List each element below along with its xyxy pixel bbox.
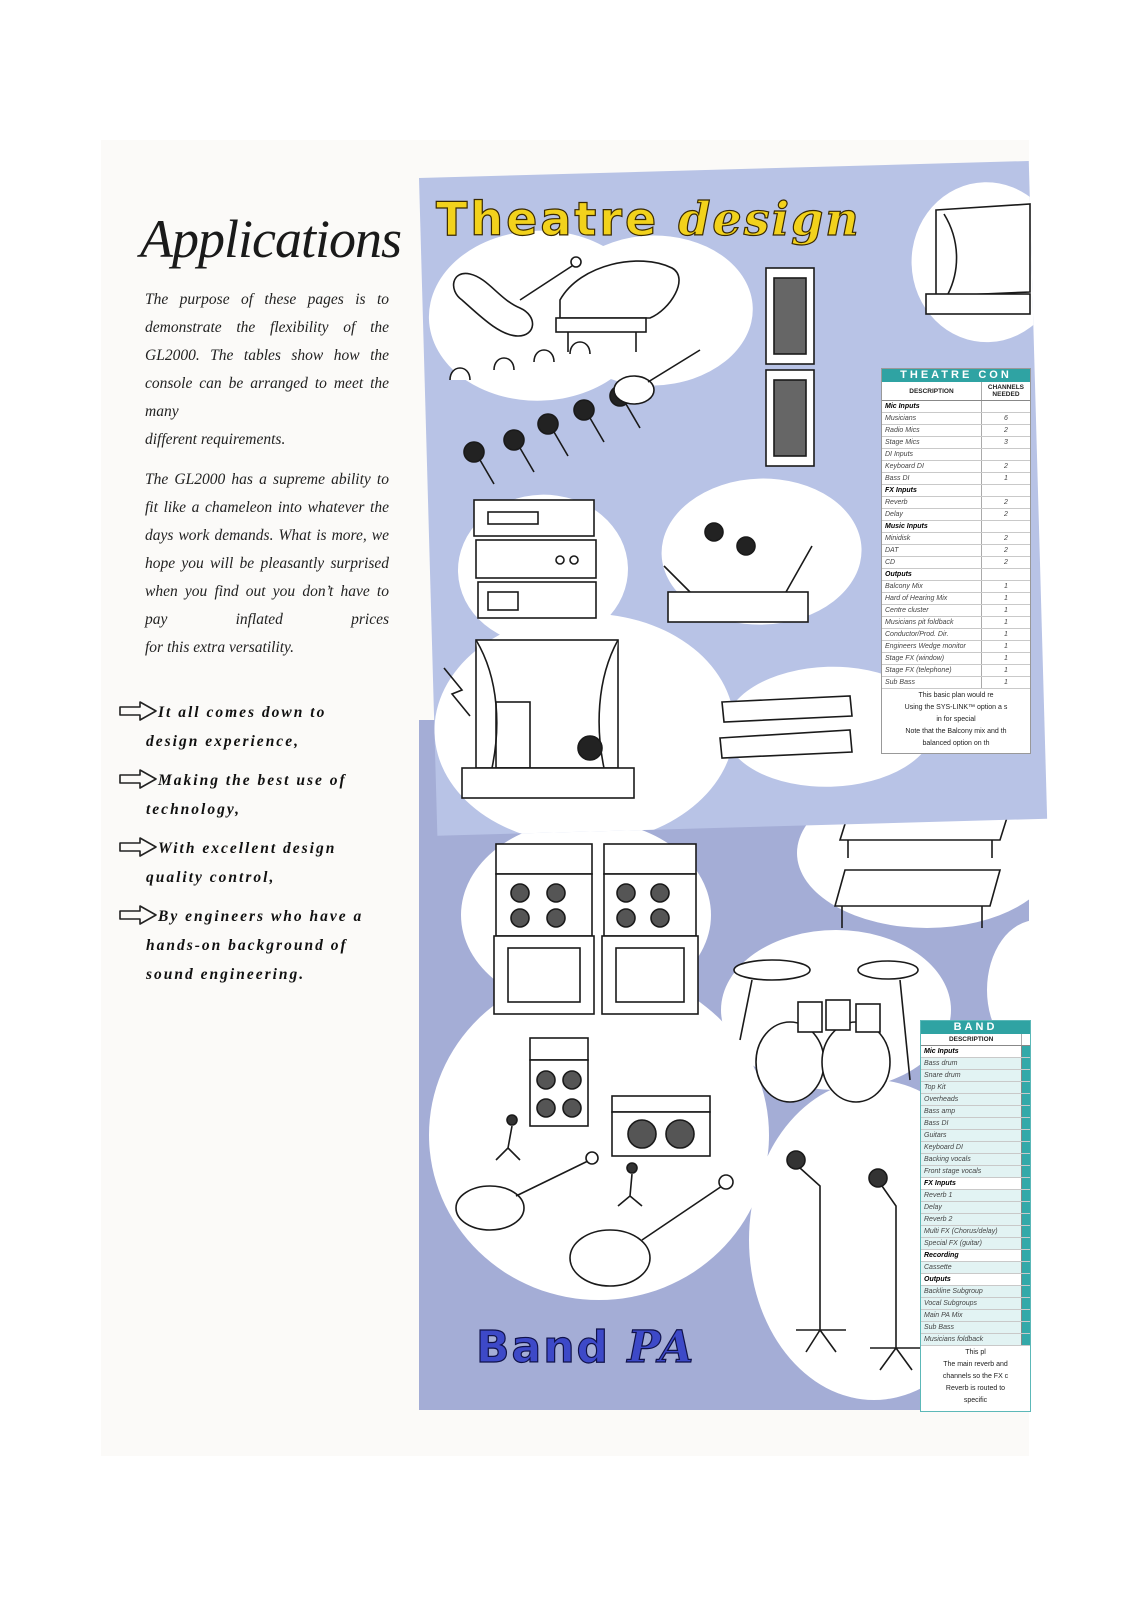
table-cell-channels [1022,1082,1030,1094]
table-cell-description: Overheads [921,1094,1022,1106]
table-cell-description: Keyboard DI [882,461,981,473]
table-cell-channels [1022,1118,1030,1130]
table-cell-channels [1022,1226,1030,1238]
table-cell-channels: 2 [981,497,1030,509]
table-row [921,1106,1030,1118]
table-cell-description: Snare drum [921,1070,1022,1082]
table-row [882,677,1030,689]
band-title-plain: Band [476,1322,611,1373]
table-cell-description: Cassette [921,1262,1022,1274]
table-row [921,1130,1030,1142]
table-cell-channels: 2 [981,545,1030,557]
bullet-rest: hands-on background of sound engineering. [146,937,348,983]
table-row [882,461,1030,473]
table-cell-description: Multi FX (Chorus/delay) [921,1226,1022,1238]
intro-line: different requirements. [145,431,286,448]
table-cell-channels: 1 [981,665,1030,677]
table-cell-channels: 1 [981,653,1030,665]
table-row [921,1070,1030,1082]
table-row [921,1142,1030,1154]
stage-curtain-icon [926,204,1030,314]
table-cell-description: DI Inputs [882,449,981,461]
table-cell-description: Stage FX (window) [882,653,981,665]
theatre-title-italic: design [678,192,861,246]
theatre-table-body [882,401,1030,689]
table-cell-channels: 2 [981,461,1030,473]
table-note-line: The main reverb and [943,1361,1008,1368]
bullet-rest: technology, [146,801,242,818]
table-section-label: FX Inputs [921,1178,1022,1190]
table-section-label: Outputs [882,569,981,581]
table-note-line: This basic plan would re [918,692,994,699]
table-cell-channels [1022,1202,1030,1214]
table-cell-description: Guitars [921,1130,1022,1142]
table-row [921,1046,1030,1058]
table-row [882,425,1030,437]
table-row [921,1322,1030,1334]
table-cell-description: Reverb 1 [921,1190,1022,1202]
table-cell-channels [1022,1142,1030,1154]
table-cell-channels [1022,1058,1030,1070]
table-note-line: specific [963,1397,988,1404]
piano-icon [556,261,679,352]
table-cell-channels: 1 [981,641,1030,653]
table-cell-description: Bass DI [882,473,981,485]
table-note-line: channels so the FX c [942,1373,1009,1380]
table-cell-channels [981,485,1030,497]
table-row [882,437,1030,449]
description-column-header: DESCRIPTION [882,382,981,401]
table-section-label: Recording [921,1250,1022,1262]
table-cell-description: Balcony Mix [882,581,981,593]
table-cell-channels: 1 [981,581,1030,593]
table-cell-channels: 1 [981,629,1030,641]
table-cell-description: Delay [882,509,981,521]
table-row [921,1286,1030,1298]
table-section-label: FX Inputs [882,485,981,497]
theatre-table-header: THEATRE CON [882,369,1030,382]
table-note-line: Using the SYS-LINK™ option a s [904,704,1008,711]
table-cell-description: Delay [921,1202,1022,1214]
table-row [921,1166,1030,1178]
table-cell-description: Reverb 2 [921,1214,1022,1226]
table-cell-description: DAT [882,545,981,557]
table-cell-description: Hard of Hearing Mix [882,593,981,605]
wireless-receiver-icon [664,523,812,622]
table-cell-channels [1022,1298,1030,1310]
table-row [921,1298,1030,1310]
intro-line: demonstrate the flexibility of [145,319,356,336]
table-cell-channels [1022,1250,1030,1262]
table-row [882,473,1030,485]
table-row [921,1310,1030,1322]
table-row [882,641,1030,653]
table-note-line: Note that the Balcony mix and th [905,728,1007,735]
bass-guitar-icon [614,350,700,404]
table-cell-description: Musicians foldback [921,1334,1022,1346]
table-cell-channels: 6 [981,413,1030,425]
table-row [882,521,1030,533]
table-cell-description: Stage Mics [882,437,981,449]
table-cell-channels [1022,1046,1030,1058]
table-cell-channels: 1 [981,473,1030,485]
table-row [882,509,1030,521]
theatre-config-table [881,368,1031,754]
table-row [921,1190,1030,1202]
intro-line: don’t have to pay inflated prices [145,583,389,628]
table-cell-description: Centre cluster [882,605,981,617]
table-cell-channels: 2 [981,533,1030,545]
intro-line: hope you will be pleasantly [145,555,325,572]
table-cell-channels [1022,1094,1030,1106]
table-row [882,557,1030,569]
table-cell-description: Backline Subgroup [921,1286,1022,1298]
table-row [921,1238,1030,1250]
table-cell-description: Stage FX (telephone) [882,665,981,677]
channels-header-line: CHANNELS [987,384,1025,391]
table-cell-channels: 2 [981,509,1030,521]
headphones-icon [450,342,590,380]
band-table-notes [921,1346,1030,1406]
table-cell-description: Bass DI [921,1118,1022,1130]
table-row [882,593,1030,605]
table-cell-channels: 1 [981,605,1030,617]
table-cell-channels [1022,1334,1030,1346]
table-section-label: Mic Inputs [921,1046,1022,1058]
band-config-table [920,1020,1031,1412]
table-row [921,1094,1030,1106]
table-cell-description: Vocal Subgroups [921,1298,1022,1310]
table-row [882,401,1030,413]
table-cell-channels [1022,1106,1030,1118]
table-row [921,1262,1030,1274]
theatre-title-plain: Theatre [436,192,660,246]
bullet-first-line: Making the best use of [158,772,347,789]
table-cell-channels: 1 [981,617,1030,629]
table-cell-channels: 3 [981,437,1030,449]
table-row [882,497,1030,509]
intro-line: ability to fit like a chameleon [145,471,389,516]
table-cell-channels [1022,1130,1030,1142]
bullet-first-line: By engineers who have a [158,908,364,925]
table-cell-description: Minidisk [882,533,981,545]
table-cell-description: CD [882,557,981,569]
intro-line: the GL2000. The tables show [145,319,390,364]
table-row [921,1226,1030,1238]
table-cell-description: Bass drum [921,1058,1022,1070]
table-cell-channels [1022,1154,1030,1166]
table-cell-description: Musicians [882,413,981,425]
table-cell-channels: 2 [981,557,1030,569]
description-column-header: DESCRIPTION [921,1034,1022,1046]
bullet-rest: quality control, [146,869,276,886]
table-cell-channels [1022,1070,1030,1082]
table-row [882,533,1030,545]
table-row [882,581,1030,593]
table-row [882,665,1030,677]
intro-line: how the console can be [145,347,389,392]
table-cell-description: Radio Mics [882,425,981,437]
channels-column-header [981,382,1030,401]
table-cell-description: Keyboard DI [921,1142,1022,1154]
table-cell-channels [1022,1322,1030,1334]
table-cell-description: Main PA Mix [921,1310,1022,1322]
microphone-group-icon [464,386,640,484]
table-cell-channels [1022,1274,1030,1286]
table-row [921,1058,1030,1070]
table-row [882,485,1030,497]
table-note-line: This pl [965,1349,986,1356]
table-row [921,1082,1030,1094]
intro-line: into whatever the days work [145,499,389,544]
table-row [882,653,1030,665]
table-cell-channels [1022,1166,1030,1178]
table-row [921,1118,1030,1130]
table-note-line: balanced option on th [922,740,990,747]
table-row [921,1274,1030,1286]
band-table-header: BAND [921,1021,1030,1034]
table-row [921,1202,1030,1214]
table-row [882,617,1030,629]
table-row [921,1334,1030,1346]
theatre-design-title [436,192,861,246]
table-cell-channels [1022,1214,1030,1226]
theatre-table-grid [882,382,1030,689]
intro-line: arranged to meet the many [145,375,390,420]
intro-line: The purpose of these pages is to [145,291,389,308]
table-section-label: Mic Inputs [882,401,981,413]
table-cell-channels [1022,1310,1030,1322]
intro-line: The GL2000 has a supreme [145,471,325,488]
table-note-line: Reverb is routed to [945,1385,1006,1392]
table-row [882,545,1030,557]
bullet-first-line: It all comes down to [158,704,327,721]
intro-line: demands. What is more, we [214,527,389,544]
table-cell-description: Backing vocals [921,1154,1022,1166]
table-cell-channels [1022,1178,1030,1190]
table-cell-channels [981,449,1030,461]
table-row [882,605,1030,617]
stage-curtain-icon [444,640,634,798]
bullet-rest: design experience, [146,733,300,750]
bullet-first-line: With excellent design [158,840,337,857]
table-cell-description: Special FX (guitar) [921,1238,1022,1250]
band-pa-title [476,1322,695,1373]
table-cell-channels: 1 [981,593,1030,605]
table-cell-description: Conductor/Prod. Dir. [882,629,981,641]
theatre-table-notes [882,689,1030,749]
table-cell-description: Engineers Wedge monitor [882,641,981,653]
table-cell-description: Sub Bass [921,1322,1022,1334]
channels-header-line: NEEDED [992,391,1020,398]
table-row [882,449,1030,461]
rack-unit-icon [720,696,852,758]
band-table-body [921,1046,1030,1346]
table-note-line: in for special [936,716,976,723]
speaker-column-icon [766,268,814,466]
table-row [921,1154,1030,1166]
table-cell-description: Reverb [882,497,981,509]
table-row [882,629,1030,641]
band-table-grid [921,1034,1030,1346]
table-cell-channels: 1 [981,677,1030,689]
table-cell-channels [1022,1286,1030,1298]
table-cell-channels [1022,1262,1030,1274]
table-cell-channels [981,401,1030,413]
table-row [882,569,1030,581]
table-cell-description: Sub Bass [882,677,981,689]
table-cell-description: Bass amp [921,1106,1022,1118]
table-cell-channels [1022,1190,1030,1202]
table-cell-channels: 2 [981,425,1030,437]
table-cell-channels [1022,1238,1030,1250]
page-title: Applications [140,209,401,269]
channels-column-header [1022,1034,1030,1046]
table-section-label: Outputs [921,1274,1022,1286]
table-cell-description: Musicians pit foldback [882,617,981,629]
table-cell-channels [981,569,1030,581]
table-row [882,413,1030,425]
table-cell-description: Front stage vocals [921,1166,1022,1178]
table-row [921,1250,1030,1262]
band-title-italic: PA [627,1322,696,1373]
intro-line: surprised when you find out you [145,555,390,600]
table-row [921,1178,1030,1190]
table-row [921,1214,1030,1226]
table-cell-description: Top Kit [921,1082,1022,1094]
rack-units-icon [474,500,596,618]
table-section-label: Music Inputs [882,521,981,533]
intro-line: for this extra versatility. [145,639,294,656]
table-cell-channels [981,521,1030,533]
